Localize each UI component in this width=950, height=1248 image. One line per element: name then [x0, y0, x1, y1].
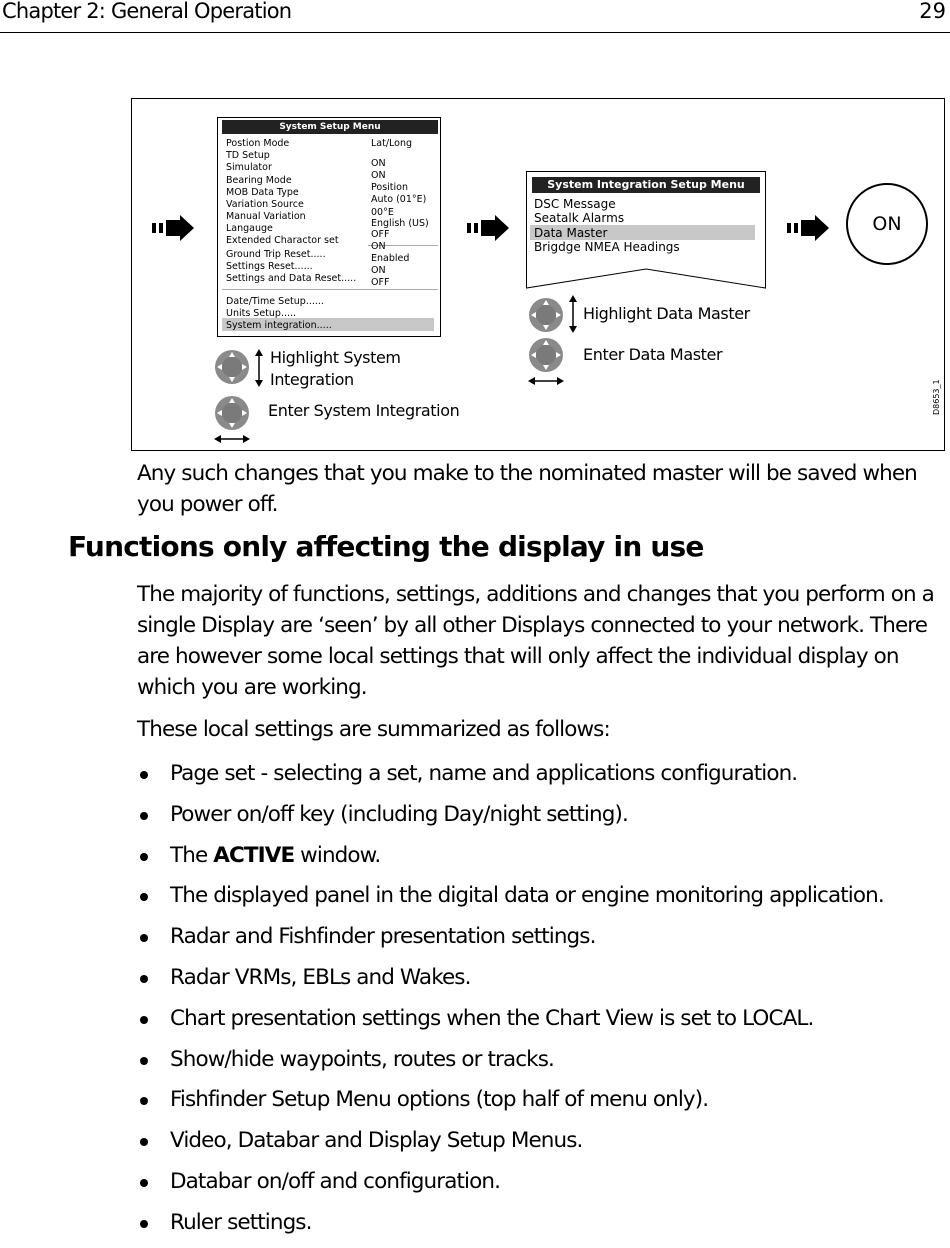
bullet-icon — [140, 1179, 148, 1187]
list-item-text — [170, 799, 628, 830]
step-arrow-icon — [467, 215, 511, 241]
list-item-text-part: Show/hide waypoints, routes or tracks. — [170, 1046, 554, 1072]
bullet-icon — [140, 975, 148, 983]
highlight-system-label-2: Integration — [270, 370, 354, 389]
menu-row-label: Langauge — [226, 223, 273, 234]
menu-row-label: Simulator — [226, 162, 272, 173]
menu-row-label: TD Setup — [226, 150, 270, 161]
menu-row-label: Date/Time Setup...... — [226, 296, 324, 307]
left-right-arrow-icon — [528, 376, 564, 386]
bullet-icon — [140, 853, 148, 861]
summary-intro-paragraph: These local settings are summarized as follows: — [137, 717, 610, 742]
highlight-data-master-label: Highlight Data Master — [583, 304, 750, 323]
bullet-icon — [140, 1016, 148, 1024]
list-item-text-part: Power on/off key (including Day/night setting). — [170, 801, 628, 827]
bullet-icon — [140, 934, 148, 942]
menu-row-value: OFF — [371, 229, 390, 240]
bullet-icon — [140, 1220, 148, 1228]
menu-row-label: Manual Variation — [226, 211, 306, 222]
menu-row-value: English (US) — [371, 218, 429, 229]
menu-row-label: MOB Data Type — [226, 187, 299, 198]
list-item — [137, 962, 947, 1003]
list-item — [137, 1207, 947, 1248]
list-item-bold-text: ACTIVE — [213, 842, 295, 868]
list-item-text — [170, 1207, 312, 1238]
list-item — [137, 799, 947, 840]
menu-row-label: Postion Mode — [226, 138, 290, 149]
list-item-text-part: window. — [294, 842, 381, 868]
menu-row-label: Bearing Mode — [226, 175, 292, 186]
rotary-controller-icon — [214, 349, 250, 385]
system-setup-menu — [217, 117, 441, 337]
bullet-icon — [140, 771, 148, 779]
list-item — [137, 758, 947, 799]
bullet-icon — [140, 893, 148, 901]
bullet-icon — [140, 1057, 148, 1065]
menu-row-value: Position — [371, 182, 408, 193]
page-header — [0, 0, 950, 33]
menu-row-value: 00°E — [371, 207, 394, 218]
enter-system-label: Enter System Integration — [268, 401, 460, 420]
menu-row-value: ON — [371, 170, 386, 181]
list-item-text-part: Page set - selecting a set, name and applications configuration. — [170, 761, 798, 786]
up-down-arrow-icon — [568, 295, 578, 333]
menu-row-label: Extended Charactor set — [226, 235, 339, 246]
section-heading: Functions only affecting the display in use — [68, 530, 704, 563]
menu-row-label: Units Setup..... — [226, 308, 297, 319]
menu-row-label: Settings Reset...... — [226, 261, 313, 272]
list-item-text-part: Fishfinder Setup Menu options (top half of menu only). — [170, 1087, 709, 1113]
list-item-text — [170, 1003, 813, 1034]
list-item-text-part: Databar on/off and configuration. — [170, 1168, 501, 1194]
up-down-arrow-icon — [254, 349, 264, 387]
menu-row-value: Enabled — [371, 253, 410, 264]
list-item — [137, 1125, 947, 1166]
list-item-text — [170, 880, 884, 911]
menu-row-label: Ground Trip Reset..... — [226, 249, 326, 260]
majority-paragraph: The majority of functions, settings, additions and changes that you perform on a single Display are ‘seen’ by all other Displays connected to your network. There are however some local settings that will only affect the individual display on which you are working. — [137, 582, 934, 700]
menu-row-value: Lat/Long — [371, 138, 413, 149]
rotary-controller-icon — [214, 395, 250, 431]
list-item-text-part: The displayed panel in the digital data or engine monitoring application. — [170, 883, 884, 909]
saved-note-paragraph: Any such changes that you make to the nominated master will be saved when you power off. — [137, 461, 917, 517]
list-item-text — [170, 840, 380, 871]
figure-code: D8653_1 — [932, 379, 941, 415]
list-item-text — [170, 962, 471, 993]
menu-item: Seatalk Alarms — [534, 211, 625, 225]
menu-row-value: ON — [371, 241, 386, 252]
menu-row-value: ON — [371, 265, 386, 276]
menu-divider — [222, 289, 438, 290]
local-settings-list — [137, 758, 947, 1248]
list-item — [137, 921, 947, 962]
list-item-text-part: Chart presentation settings when the Chart View is set to LOCAL. — [170, 1005, 814, 1031]
list-item-text-part: Radar and Fishfinder presentation settings. — [170, 924, 596, 950]
step-arrow-icon — [152, 215, 196, 241]
list-item-text-part: Video, Databar and Display Setup Menus. — [170, 1128, 583, 1154]
menu-item: Data Master — [534, 226, 608, 240]
highlight-system-label-1: Highlight System — [270, 348, 401, 367]
menu-row-value: Auto (01°E) — [371, 194, 427, 205]
list-item-text-part: The — [170, 842, 214, 868]
list-item-text — [170, 1125, 583, 1156]
left-right-arrow-icon — [214, 434, 250, 444]
rotary-controller-icon — [528, 297, 564, 333]
menu-row-label: System integration..... — [226, 320, 332, 331]
bullet-icon — [140, 812, 148, 820]
menu-row-value: ON — [371, 158, 386, 169]
step-arrow-icon — [787, 215, 831, 241]
menu-row-label: Variation Source — [226, 199, 304, 210]
list-item — [137, 1084, 947, 1125]
menu-item: Brigdge NMEA Headings — [534, 240, 680, 254]
system-integration-menu — [526, 171, 766, 289]
list-item-text — [170, 1166, 500, 1197]
bullet-icon — [140, 1097, 148, 1105]
list-item — [137, 840, 947, 881]
list-item-text — [170, 921, 596, 952]
list-item — [137, 1166, 947, 1207]
menu-row-label: Settings and Data Reset..... — [226, 273, 357, 284]
bullet-icon — [140, 1138, 148, 1146]
list-item — [137, 880, 947, 921]
list-item-text — [170, 1044, 554, 1075]
page-number: 29 — [919, 0, 946, 23]
enter-data-master-label: Enter Data Master — [583, 345, 723, 364]
menu-item: DSC Message — [534, 197, 616, 211]
list-item-text-part: Radar VRMs, EBLs and Wakes. — [170, 964, 471, 990]
system-integration-menu-title: System Integration Setup Menu — [532, 177, 760, 193]
list-item-text — [170, 1084, 708, 1115]
on-button: ON — [846, 183, 928, 265]
list-item-text-part: Ruler settings. — [170, 1209, 312, 1235]
list-item — [137, 1003, 947, 1044]
list-item-text — [170, 758, 797, 789]
menu-navigation-figure — [131, 98, 945, 451]
rotary-controller-icon — [528, 337, 564, 373]
menu-row-value: OFF — [371, 277, 390, 288]
chapter-title: Chapter 2: General Operation — [2, 0, 292, 23]
list-item — [137, 1044, 947, 1085]
system-setup-menu-title: System Setup Menu — [222, 120, 438, 134]
